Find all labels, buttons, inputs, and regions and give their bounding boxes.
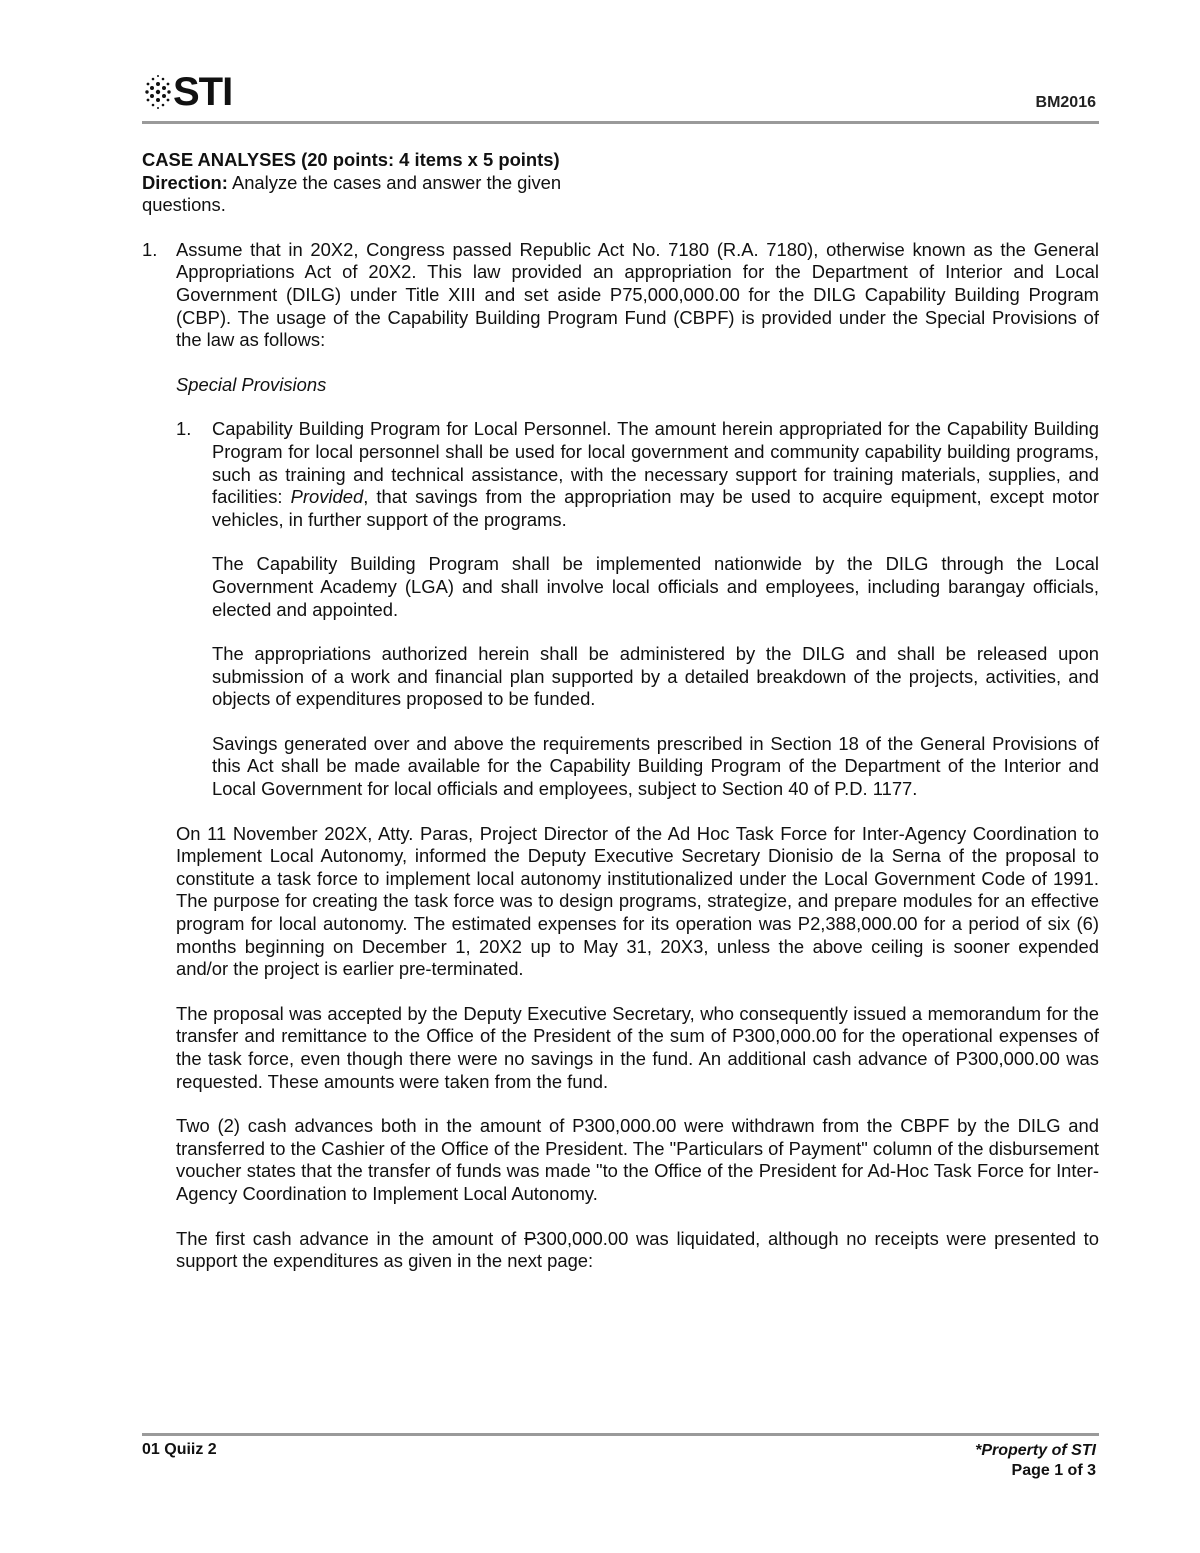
item-number: 1. bbox=[142, 238, 158, 260]
direction-label: Direction: bbox=[142, 171, 228, 193]
special-provisions-heading: Special Provisions bbox=[176, 373, 327, 395]
item-intro: Assume that in 20X2, Congress passed Republic Act No. 7180 (R.A. 7180), otherwise known as the General Appropriations Act of 20X2. This law provided an appropriation for the Department of Interior and Local Government (DILG) under Title XIII and set aside P75,000,000.00 for the DILG Capability Building Program (CBP). The usage of the Capability Building Program Fund (CBPF) is provided under the Special Provisions of the law as follows: bbox=[176, 238, 1099, 351]
provided-italic: Provided bbox=[290, 486, 364, 508]
provision-text-b: , that savings from the appropriation may be used to acquire equipment, except motor vehicles, in further support of the programs. bbox=[212, 486, 1099, 530]
provision-paragraph-2: The Capability Building Program shall be implemented nationwide by the DILG through the Local Government Academy (LGA) and shall involve local officials and employees, including barangay officials, elected and appointed. bbox=[212, 553, 1099, 620]
provision-paragraph-1 bbox=[212, 418, 1099, 531]
direction bbox=[142, 172, 602, 217]
document-code: BM2016 bbox=[1035, 94, 1096, 111]
footer-quiz-label: 01 Quiiz 2 bbox=[142, 1441, 217, 1458]
property-notice: *Property of STI bbox=[975, 1442, 1096, 1459]
provision-1 bbox=[176, 418, 1099, 800]
sti-logo bbox=[143, 72, 232, 112]
provision-paragraph-3: The appropriations authorized herein shall be administered by the DILG and shall be released upon submission of a work and financial plan supported by a detailed breakdown of the projects, activities, and objects of expenditures proposed to be funded. bbox=[212, 643, 1099, 710]
first-cash-text-b: 300,000.00 was liquidated, although no receipts were presented to support the expenditures as given in the next page: bbox=[176, 1227, 1099, 1272]
first-cash-advance-paragraph bbox=[176, 1228, 1099, 1273]
provision-paragraph-4: Savings generated over and above the requirements prescribed in Section 18 of the General Provisions of this Act shall be made available for the Capability Building Program of the Department of the Interior and Local Government for local officials and employees, subject to Section 40 of P.D. 1177. bbox=[212, 732, 1099, 800]
case-item-1 bbox=[142, 239, 1099, 1273]
footer-divider bbox=[142, 1433, 1099, 1436]
proposal-paragraph: The proposal was accepted by the Deputy Executive Secretary, who consequently issued a memorandum for the transfer and remittance to the Office of the President of the sum of P300,000.00 for the operational expenses of the task force, even though there were no savings in the fund. An additional cash advance of P300,000.00 was requested. These amounts were taken from the fund. bbox=[176, 1002, 1099, 1092]
page-number: Page 1 of 3 bbox=[1011, 1462, 1096, 1479]
logo-text: STI bbox=[173, 70, 233, 114]
provision-text-a: Capability Building Program for Local Personnel. The amount herein appropriated for the Capability Building Program for local personnel shall be used for local government and community capability building programs, such as training and technical assistance, with the necessary support for training materials, supplies, and facilities: bbox=[212, 418, 1099, 508]
header-divider bbox=[142, 121, 1099, 124]
globe-icon bbox=[143, 74, 173, 110]
november-paragraph: On 11 November 202X, Atty. Paras, Project Director of the Ad Hoc Task Force for Inter-Agency Coordination to Implement Local Autonomy, informed the Deputy Executive Secretary Dionisio de la Serna of the proposal to constitute a task force to implement local autonomy institutionalized under the Local Government Code of 1991. The purpose for creating the task force was to design programs, strategize, and prepare modules for an effective program for local autonomy. The estimated expenses for its operation was P2,388,000.00 for a period of six (6) months beginning on December 1, 20X2 up to May 31, 20X3, unless the above ceiling is sooner expended and/or the project is earlier pre-terminated. bbox=[176, 822, 1099, 980]
page-title: CASE ANALYSES (20 points: 4 items x 5 points) bbox=[142, 149, 560, 170]
first-cash-text-a: The first cash advance in the amount of bbox=[176, 1227, 524, 1249]
document-body bbox=[142, 149, 1099, 1295]
direction-text: Analyze the cases and answer the given questions. bbox=[142, 171, 562, 216]
cash-advances-paragraph: Two (2) cash advances both in the amount of P300,000.00 were withdrawn from the CBPF by the DILG and transferred to the Cashier of the Office of the President. The "Particulars of Payment" column of the disbursement voucher states that the transfer of funds was made "to the Office of the President for Ad-Hoc Task Force for Inter-Agency Coordination to Implement Local Autonomy. bbox=[176, 1115, 1099, 1204]
peso-sign: P bbox=[523, 1227, 537, 1249]
footer-right bbox=[975, 1441, 1096, 1481]
provision-number: 1. bbox=[176, 418, 192, 440]
